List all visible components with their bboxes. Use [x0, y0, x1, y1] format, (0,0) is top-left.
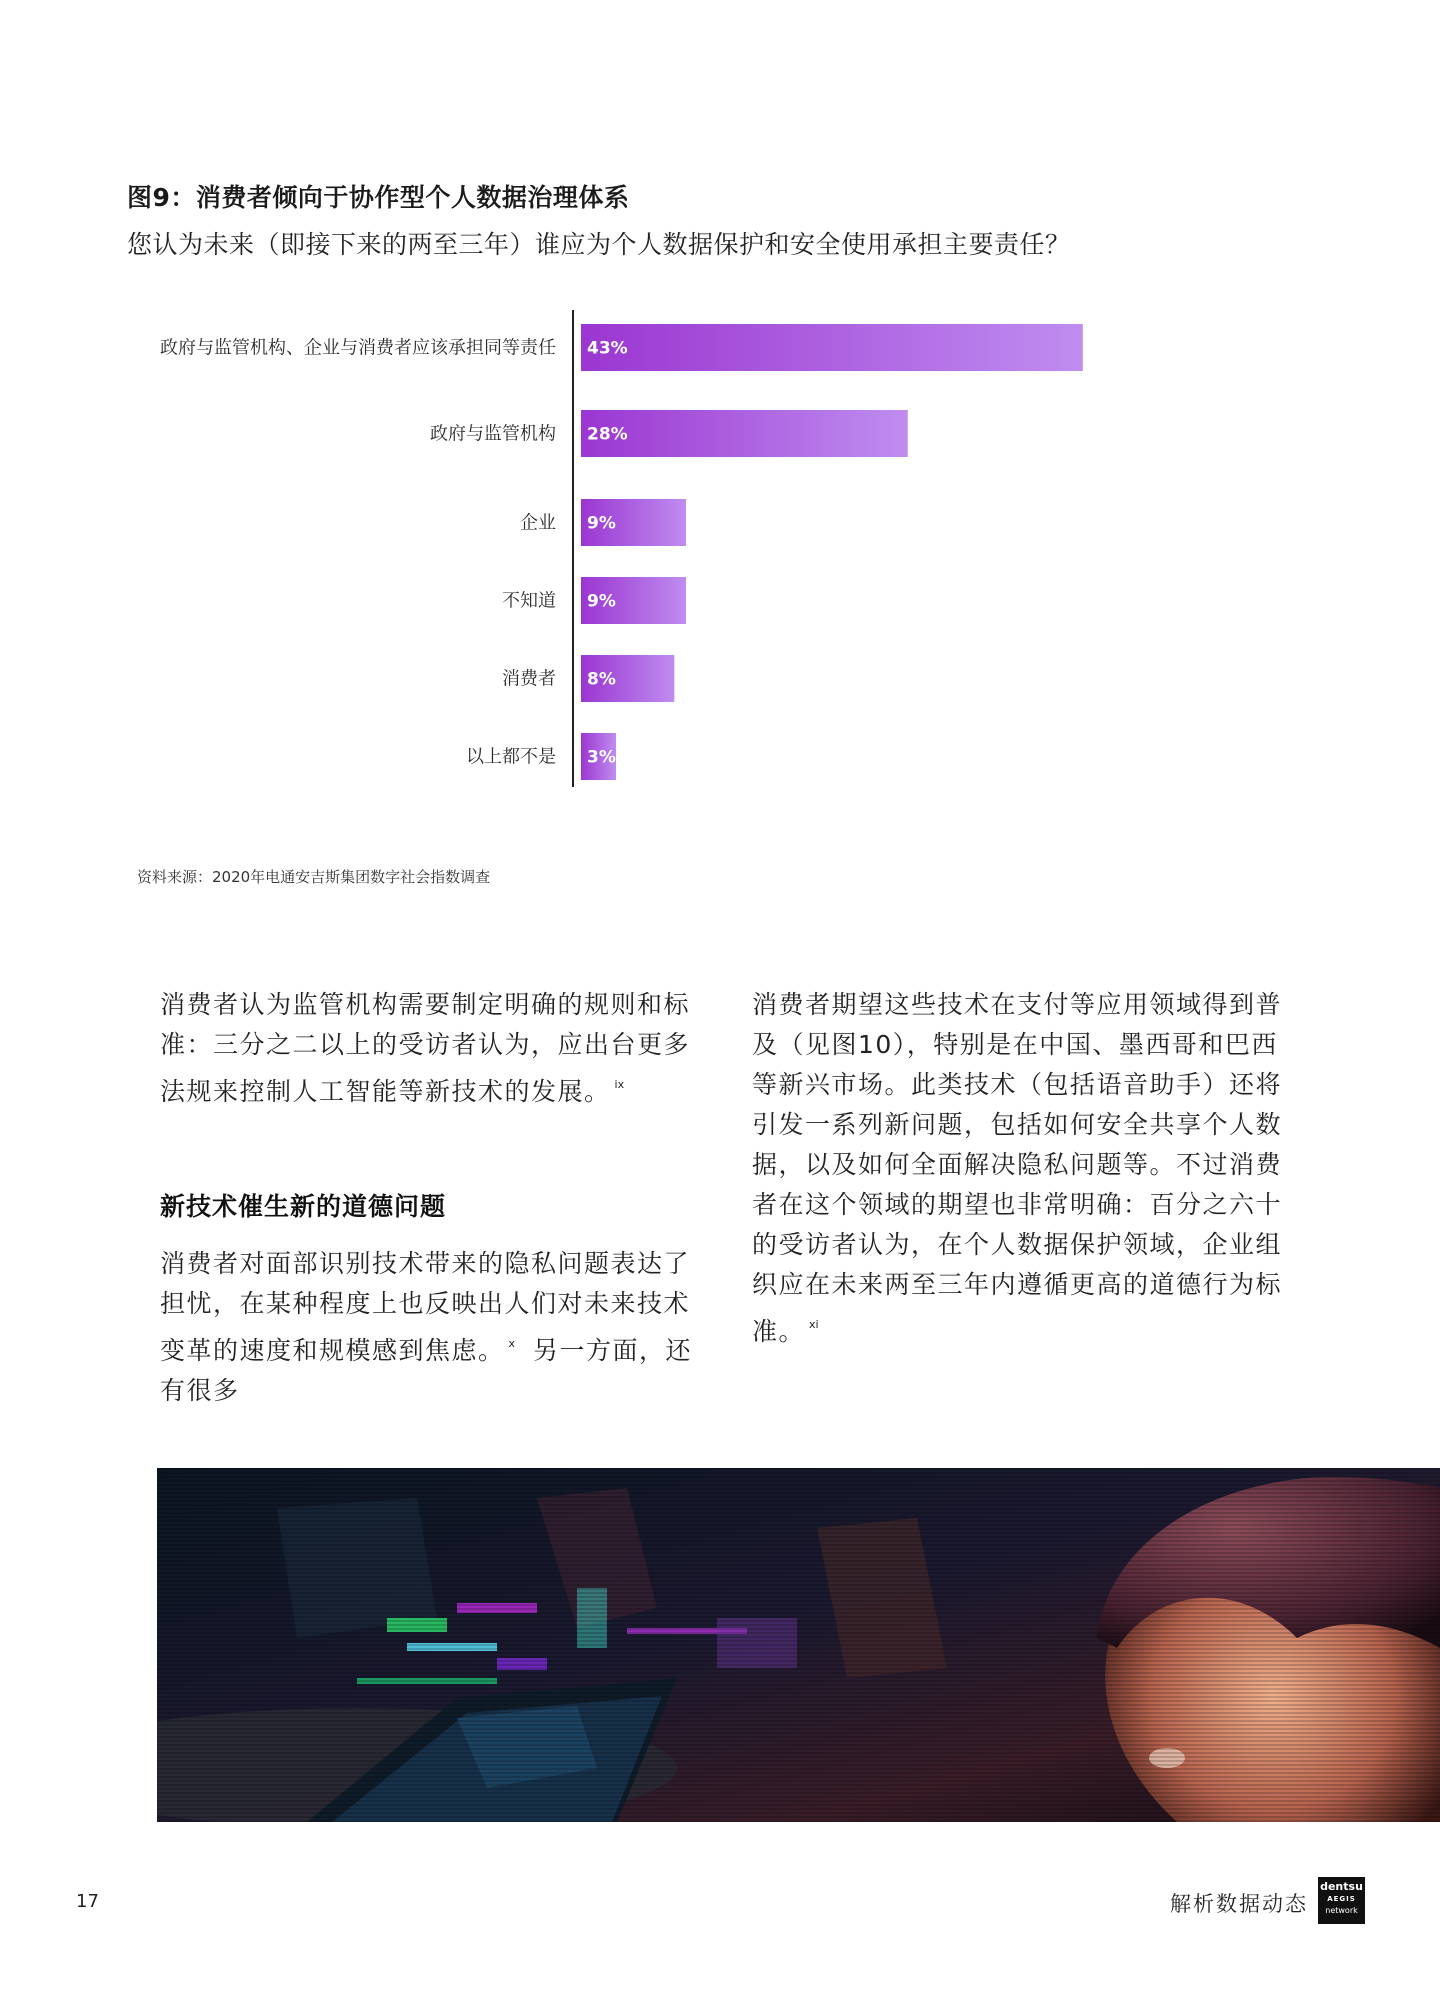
left-paragraph-2-text: 消费者对面部识别技术带来的隐私问题表达了担忧，在某种程度上也反映出人们对未来技术变革的速度和规模感到焦虑。 — [160, 1249, 691, 1365]
bar-chart — [0, 300, 1440, 800]
bar-value-label: 3% — [587, 747, 616, 768]
logo-line-3: network — [1325, 1906, 1358, 1915]
logo-line-2: AEGIS — [1327, 1895, 1356, 1903]
footnote-xi: xi — [809, 1318, 819, 1331]
category-label: 消费者 — [502, 668, 556, 690]
category-label: 政府与监管机构、企业与消费者应该承担同等责任 — [160, 337, 556, 359]
category-label: 不知道 — [502, 590, 556, 612]
left-paragraph-1 — [160, 985, 700, 1112]
bar — [581, 410, 908, 457]
left-paragraph-2 — [160, 1244, 700, 1411]
category-label: 政府与监管机构 — [430, 423, 556, 445]
right-paragraph-text: 消费者期望这些技术在支付等应用领域得到普及（见图10），特别是在中国、墨西哥和巴西等新兴市场。此类技术（包括语音助手）还将引发一系列新问题，包括如何安全共享个人数据，以及如何全面解决隐私问题等。不过消费者在这个领域的期望也非常明确：百分之六十的受访者认为，在个人数据保护领域，企业组织应在未来两至三年内遵循更高的道德行为标准。 — [752, 990, 1283, 1346]
dentsu-aegis-logo — [1318, 1877, 1365, 1924]
left-paragraph-2-continuation: 另一方面，还有很多 — [160, 1336, 693, 1405]
section-heading: 新技术催生新的道德问题 — [160, 1192, 447, 1221]
category-label: 以上都不是 — [466, 746, 556, 768]
photo-person-with-laptop — [157, 1468, 1440, 1822]
bars-group — [160, 324, 1083, 780]
bar-value-label: 28% — [587, 424, 628, 445]
page-number: 17 — [76, 1891, 99, 1912]
footnote-x: x — [508, 1337, 516, 1350]
photo-illustration — [157, 1468, 1440, 1822]
figure-question: 您认为未来（即接下来的两至三年）谁应为个人数据保护和安全使用承担主要责任？ — [127, 230, 1071, 259]
figure-title: 图9：消费者倾向于协作型个人数据治理体系 — [127, 183, 630, 212]
bar-value-label: 9% — [587, 591, 616, 612]
bar-value-label: 8% — [587, 669, 616, 690]
right-paragraph — [752, 985, 1292, 1352]
bar — [581, 324, 1083, 371]
running-title: 解析数据动态 — [1170, 1892, 1308, 1916]
bar-value-label: 43% — [587, 338, 628, 359]
logo-line-1: dentsu — [1320, 1880, 1363, 1893]
left-paragraph-1-text: 消费者认为监管机构需要制定明确的规则和标准：三分之二以上的受访者认为，应出台更多法规来控制人工智能等新技术的发展。 — [160, 990, 691, 1106]
bar-value-label: 9% — [587, 513, 616, 534]
chart-source: 资料来源：2020年电通安吉斯集团数字社会指数调查 — [137, 868, 491, 886]
category-label: 企业 — [520, 512, 556, 534]
footnote-ix: ix — [614, 1078, 625, 1091]
